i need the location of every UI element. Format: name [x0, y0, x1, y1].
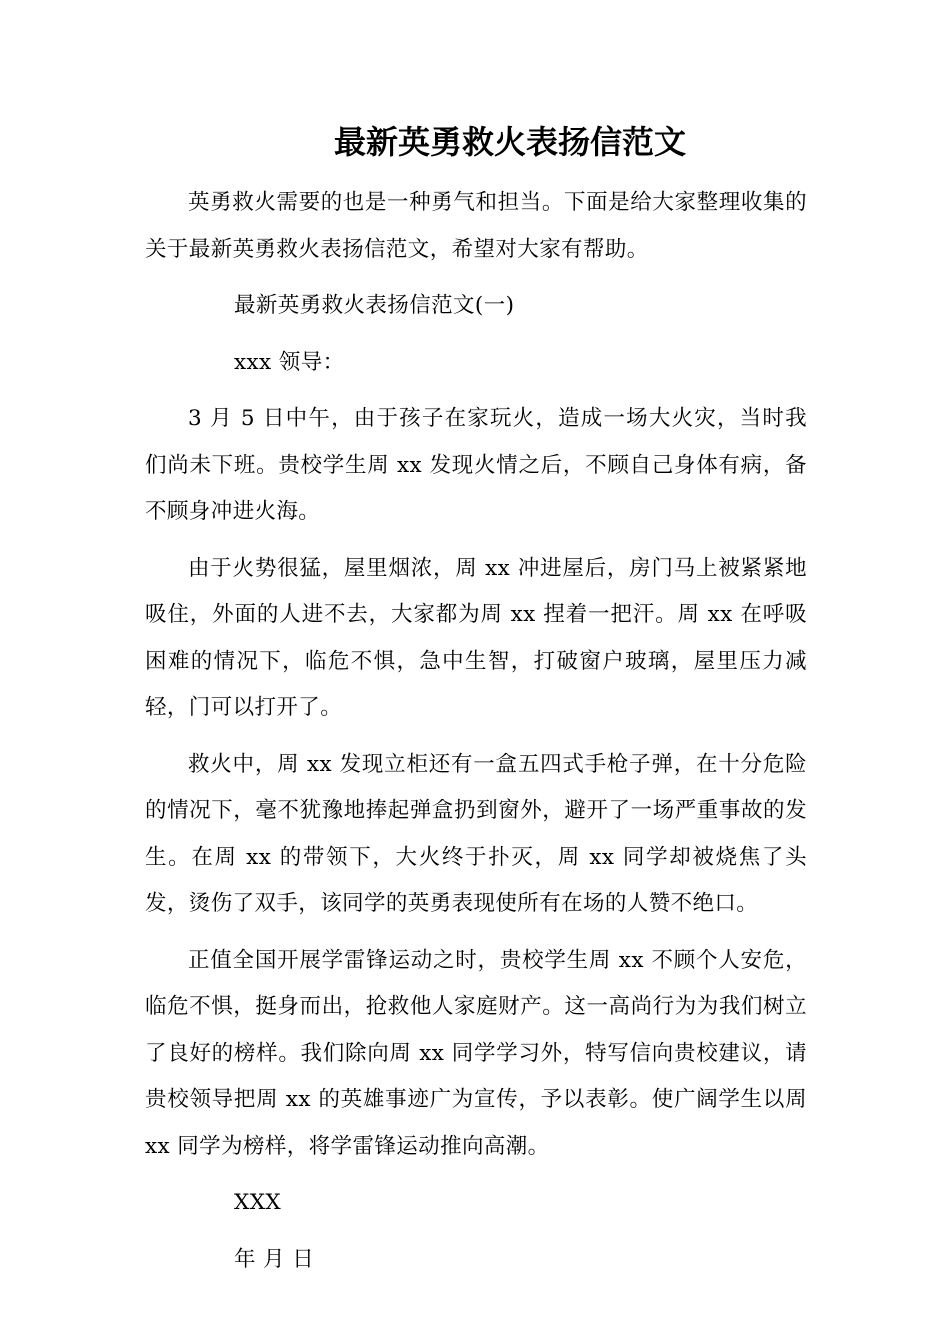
- document-body: [145, 180, 807, 1283]
- signature: XXX: [234, 1190, 282, 1215]
- intro-paragraph: 英勇救火需要的也是一种勇气和担当。下面是给大家整理收集的关于最新英勇救火表扬信范文，希望对大家有帮助。: [145, 190, 807, 262]
- section-heading: 最新英勇救火表扬信范文(一): [234, 293, 515, 318]
- body-paragraph: 3 月 5 日中午，由于孩子在家玩火，造成一场大火灾，当时我们尚未下班。贵校学生周 xx 发现火情之后，不顾自己身体有病，备不顾身冲进火海。: [145, 406, 807, 524]
- body-paragraph: 由于火势很猛，屋里烟浓，周 xx 冲进屋后，房门马上被紧紧地吸住，外面的人进不去，大家都为周 xx 捏着一把汗。周 xx 在呼吸困难的情况下，临危不惧，急中生智，打破窗户玻璃，屋里压力减轻，门可以打开了。: [145, 555, 807, 720]
- date-line: 年 月 日: [234, 1246, 315, 1272]
- salutation: xxx 领导：: [234, 349, 345, 375]
- body-paragraph: 正值全国开展学雷锋运动之时，贵校学生周 xx 不顾个人安危，临危不惧，挺身而出，抢救他人家庭财产。这一高尚行为为我们树立了良好的榜样。我们除向周 xx 同学学习外，特写信向贵校建议，请贵校领导把周 xx 的英雄事迹广为宣传，予以表彰。使广阔学生以周 xx 同学为榜样，将学雷锋运动推向高潮。: [145, 947, 807, 1159]
- document-title: 最新英勇救火表扬信范文: [333, 123, 686, 161]
- body-paragraph: 救火中，周 xx 发现立柜还有一盒五四式手枪子弹，在十分危险的情况下，毫不犹豫地捧起弹盒扔到窗外，避开了一场严重事故的发生。在周 xx 的带领下，大火终于扑灭，周 xx 同学却被烧焦了头发，烫伤了双手，该同学的英勇表现使所有在场的人赞不绝口。: [145, 751, 807, 916]
